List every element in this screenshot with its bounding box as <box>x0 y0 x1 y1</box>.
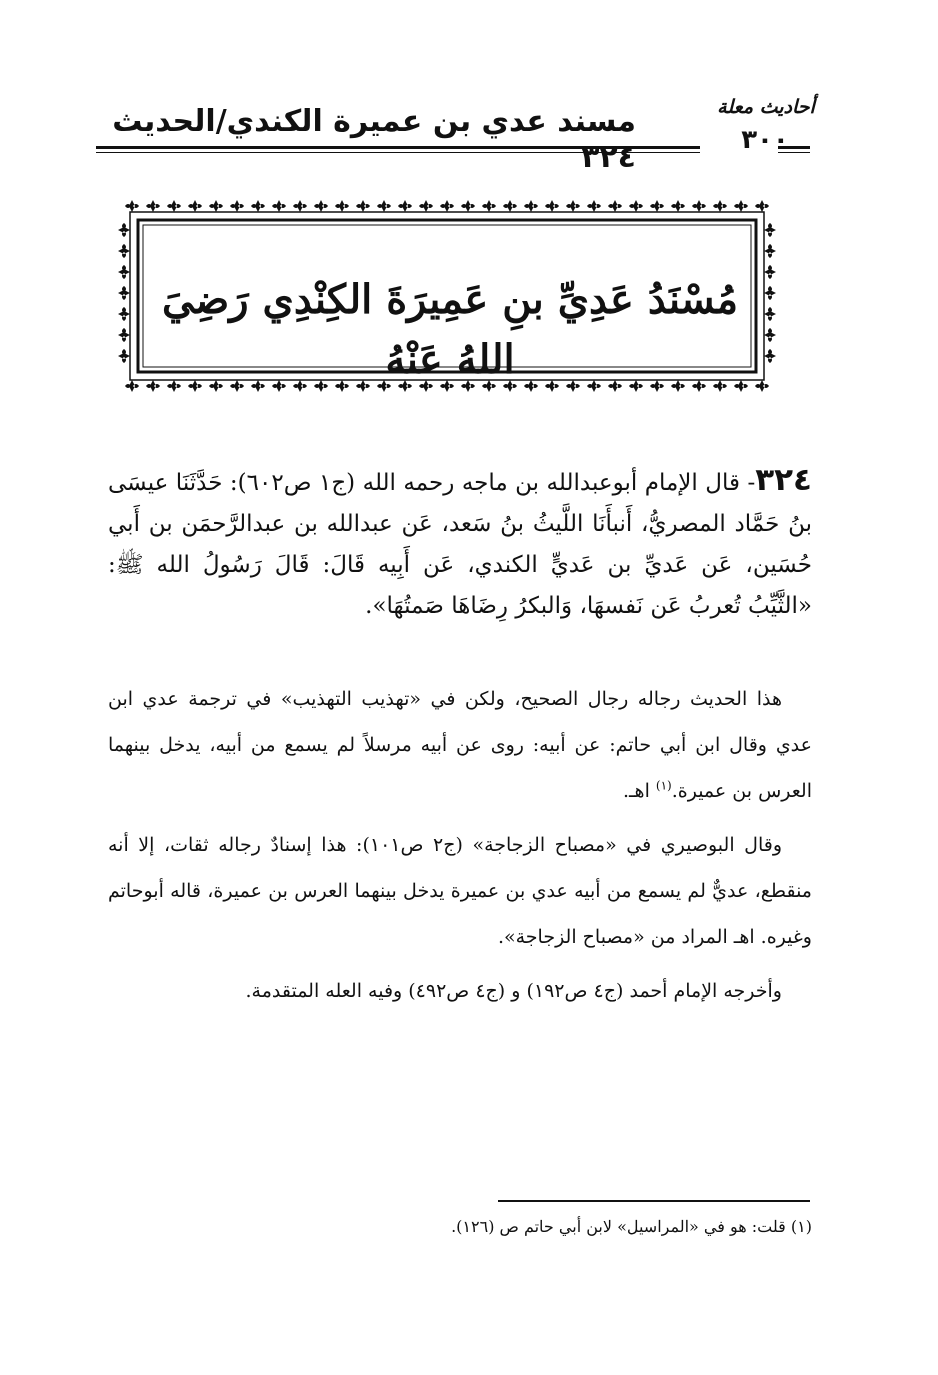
fleuron-ornament <box>251 200 265 212</box>
fleuron-ornament <box>146 200 160 212</box>
fleuron-ornament <box>764 286 776 300</box>
fleuron-ornament <box>314 200 328 212</box>
fleuron-ornament <box>755 380 769 392</box>
banner-title: مُسْنَدُ عَدِيِّ بنِ عَمِيرَةَ الكِنْدِي رَضِيَ اللهُ عَنْهُ <box>161 276 739 383</box>
hadith-body: - قال الإمام أبوعبدالله بن ماجه رحمه الله (ج١ ص٦٠٢): حَدَّثَنَا عيسَى بنُ حَمَّاد المصريُّ، أَنبأَنَا اللَّيثُ بنُ سَعد، عَن عبدالله بن عبدالرَّحمَن بن أَبي حُسَين، عَن عَديِّ بن عَديٍّ الكندي، عَن أَبِيه قَالَ: قَالَ رَسُولُ الله ﷺ: «الثَّيِّبُ تُعربُ عَن نَفسهَا، وَالبكرُ رِضَاهَا صَمتُهَا». <box>108 470 812 619</box>
fleuron-ornament <box>293 200 307 212</box>
fleuron-ornament <box>419 200 433 212</box>
fleuron-ornament <box>125 380 139 392</box>
fleuron-ornament <box>167 200 181 212</box>
fleuron-ornament <box>118 223 130 237</box>
fleuron-ornament <box>188 200 202 212</box>
fleuron-ornament <box>524 200 538 212</box>
fleuron-ornament <box>118 286 130 300</box>
fleuron-ornament <box>482 200 496 212</box>
fleuron-ornament <box>629 200 643 212</box>
fleuron-ornament <box>692 200 706 212</box>
footnote-rule <box>498 1200 810 1202</box>
fleuron-ornament <box>230 200 244 212</box>
fleuron-ornament <box>755 200 769 212</box>
commentary-text: وأخرجه الإمام أحمد (ج٤ ص١٩٢) و (ج٤ ص٤٩٢) وفيه العله المتقدمة. <box>245 980 782 1002</box>
header-rule <box>96 146 700 153</box>
fleuron-ornament <box>118 244 130 258</box>
fleuron-ornament <box>764 349 776 363</box>
fleuron-ornament <box>356 200 370 212</box>
fleuron-ornament <box>650 200 664 212</box>
commentary-paragraph <box>108 822 812 960</box>
fleuron-ornament <box>764 328 776 342</box>
book-title-stamp: أحاديث معلة <box>717 96 815 118</box>
commentary-text: وقال البوصيري في «مصباح الزجاجة» (ج٢ ص١٠١): هذا إسنادٌ رجاله ثقات، إلا أنه منقطع، عديٌّ لم يسمع من أبيه عدي بن عميرة يدخل بينهما العرس بن عميرة، قاله أبوحاتم وغيره. اهـ المراد من «مصباح الزجاجة». <box>108 834 812 948</box>
fleuron-ornament <box>608 200 622 212</box>
commentary-text: هذا الحديث رجاله رجال الصحيح، ولكن في «تهذيب التهذيب» في ترجمة عدي ابن عدي وقال ابن أبي حاتم: عن أبيه: روى عن أبيه مرسلاً لم يسمع من أبيه، يدخل بينهما العرس بن عميرة. <box>108 688 812 802</box>
fleuron-ornament <box>734 200 748 212</box>
commentary-paragraph <box>108 968 812 1014</box>
fleuron-ornament <box>545 200 559 212</box>
commentary-paragraph <box>108 676 812 814</box>
hadith-number: ٣٢٤ <box>755 462 812 498</box>
fleuron-ornament <box>713 200 727 212</box>
header-rule-short <box>778 146 810 153</box>
fleuron-ornament <box>209 200 223 212</box>
fleuron-ornament <box>764 244 776 258</box>
fleuron-ornament <box>764 223 776 237</box>
fleuron-ornament <box>587 200 601 212</box>
fleuron-ornament <box>764 265 776 279</box>
fleuron-ornament <box>335 200 349 212</box>
fleuron-ornament <box>566 200 580 212</box>
fleuron-ornament <box>118 307 130 321</box>
footnote-reference[interactable]: (١) <box>655 778 672 793</box>
fleuron-ornament <box>118 349 130 363</box>
fleuron-ornament <box>118 328 130 342</box>
fleuron-ornament <box>503 200 517 212</box>
hadith-text <box>108 460 812 627</box>
footnote: (١) قلت: هو في «المراسيل» لابن أبي حاتم ص (١٢٦). <box>451 1217 812 1236</box>
fleuron-ornament <box>272 200 286 212</box>
fleuron-ornament <box>118 265 130 279</box>
page-number: ٣٠٠ <box>741 125 789 155</box>
running-title: مسند عدي بن عميرة الكندي/الحديث ٣٢٤ <box>112 104 636 175</box>
commentary-text-end: اهـ. <box>622 780 656 802</box>
fleuron-ornament <box>440 200 454 212</box>
fleuron-ornament <box>671 200 685 212</box>
fleuron-ornament <box>398 200 412 212</box>
fleuron-ornament <box>764 307 776 321</box>
fleuron-ornament <box>125 200 139 212</box>
fleuron-ornament <box>461 200 475 212</box>
fleuron-ornament <box>377 200 391 212</box>
